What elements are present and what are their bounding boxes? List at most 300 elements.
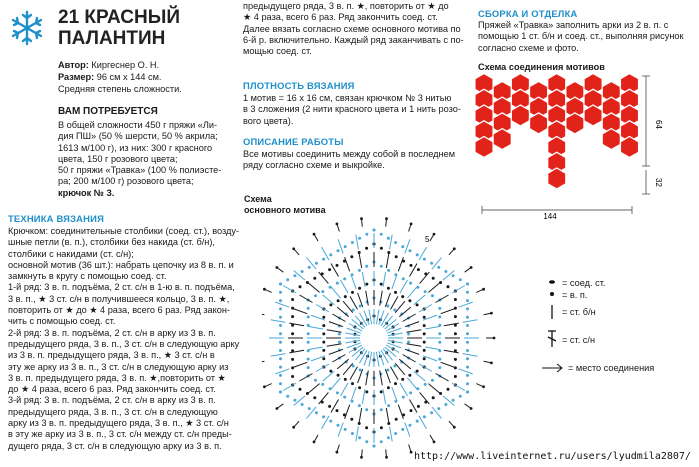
- join-point-symbol: [542, 364, 562, 372]
- dc-stitch: [341, 280, 349, 293]
- col2-line: ★ 4 раза, всего 6 раз. Ряд закончить соед. ст.: [243, 12, 438, 23]
- motif-hex: [493, 129, 511, 150]
- join-arrow-head: [263, 385, 266, 388]
- assembly-heading: СБОРКА И ОТДЕЛКА: [478, 8, 578, 19]
- dc-stitch: [329, 322, 343, 327]
- work-line: Все мотивы соединить между собой в последнем: [243, 149, 456, 159]
- chain-stitch: [380, 440, 383, 443]
- technique-line: эту же арку из 3 в. п., 3 ст. с/н в следующую арку из: [8, 361, 229, 372]
- dc-stitch: [383, 389, 386, 404]
- col2-top-block: [243, 1, 464, 57]
- dc-stitch: [329, 349, 343, 354]
- chain-stitch: [350, 255, 353, 258]
- chain-stitch: [293, 399, 296, 402]
- dc-stitch: [391, 296, 399, 309]
- chain-stitch: [416, 303, 419, 306]
- technique-line: 3-й ряд: 3 в. п. подъёма, 2 ст. с/н в арку из 3 в. п.: [8, 395, 216, 406]
- chain-stitch: [423, 357, 426, 360]
- dc-stitch: [395, 301, 405, 313]
- dc-stitch: [405, 349, 419, 354]
- chain-stitch: [393, 309, 396, 312]
- chain-stitch: [447, 388, 450, 391]
- chain-stitch: [293, 274, 296, 277]
- dc-stitch: [345, 405, 350, 419]
- dc-stitch: [414, 295, 426, 305]
- dc-stitch: [316, 305, 329, 313]
- chain-stitch: [351, 241, 354, 244]
- join-arrow-head: [470, 407, 473, 410]
- technique-block: [8, 226, 239, 452]
- legend-label: = в. п.: [562, 290, 588, 300]
- dc-stitch: [362, 389, 365, 404]
- chain-stitch: [279, 349, 282, 352]
- dc-stitch: [403, 355, 416, 363]
- width-label: 144: [543, 212, 557, 220]
- dc-stitch: [459, 369, 473, 374]
- dc-stitch: [463, 320, 478, 323]
- chain-symbol: [550, 292, 554, 296]
- technique-line: арку из 3 в. п. предыдущего ряда, 3 в. п., ★ 3 ст. с/н: [8, 418, 229, 429]
- join-arrow-head: [385, 217, 388, 220]
- join-arrow-head: [360, 217, 363, 220]
- chain-stitch: [358, 386, 361, 389]
- chain-stitch: [394, 241, 397, 244]
- chain-stitch: [337, 374, 340, 377]
- dc-stitch: [388, 340, 403, 343]
- chain-stitch: [279, 283, 282, 286]
- dc-stitch: [337, 359, 349, 369]
- chain-stitch: [387, 269, 390, 272]
- join-arrow-head: [313, 233, 316, 236]
- technique-line: в эту же арку из 3 в. п., 3 ст. с/н между ст. с/н преды-: [8, 429, 232, 440]
- dc-stitch: [386, 253, 389, 268]
- chain-stitch: [365, 247, 368, 250]
- motif-hex: [602, 129, 620, 150]
- chain-stitch: [365, 426, 368, 429]
- dc-stitch: [308, 347, 323, 350]
- chain-stitch: [358, 287, 361, 290]
- chain-stitch: [386, 369, 389, 372]
- motif-hex: [530, 113, 548, 134]
- dc-stitch: [283, 286, 296, 294]
- chain-stitch: [314, 379, 317, 382]
- chain-stitch: [279, 341, 282, 344]
- chain-stitch: [286, 278, 289, 281]
- dc-stitch: [356, 427, 359, 442]
- chain-stitch: [394, 432, 397, 435]
- technique-line: чить с помощью соед. ст.: [8, 316, 116, 327]
- side-label: 32: [654, 178, 663, 187]
- dc-stitch: [369, 352, 372, 367]
- chain-stitch: [291, 332, 294, 335]
- col2-line: 6-й р. включительно. Каждый ряд заканчивать с по-: [243, 34, 464, 45]
- col2-line: предыдущего ряда, 3 в. п. ★, повторить от ★ до: [243, 1, 449, 11]
- diagram-title: Схема основного мотива: [244, 194, 326, 215]
- chain-stitch: [322, 258, 325, 261]
- chain-stitch: [307, 315, 310, 318]
- chain-stitch: [291, 358, 294, 361]
- chain-stitch: [395, 255, 398, 258]
- dc-stitch: [383, 272, 386, 287]
- chain-stitch: [466, 291, 469, 294]
- chain-stitch: [291, 315, 294, 318]
- chain-stitch: [322, 332, 325, 335]
- dc-stitch: [332, 355, 345, 363]
- chain-stitch: [402, 277, 405, 280]
- chain-stitch: [279, 332, 282, 335]
- dc-stitch: [345, 340, 360, 343]
- assembly-block: [478, 20, 684, 54]
- chain-stitch: [416, 253, 419, 256]
- chain-stitch: [336, 391, 339, 394]
- dc-stitch: [343, 301, 353, 313]
- chain-stitch: [417, 405, 420, 408]
- motif-hex: [548, 168, 566, 189]
- chain-stitch: [344, 428, 347, 431]
- dc-stitch: [441, 309, 455, 314]
- chain-stitch: [466, 332, 469, 335]
- chain-stitch: [291, 298, 294, 301]
- chain-stitch: [452, 274, 455, 277]
- chain-stitch: [301, 270, 304, 273]
- work-block: [243, 149, 455, 172]
- chain-stitch: [466, 341, 469, 344]
- join-arrow-head: [276, 266, 279, 269]
- chain-stitch: [350, 418, 353, 421]
- chain-stitch: [444, 403, 447, 406]
- chain-stitch: [387, 287, 390, 290]
- dc-stitch: [362, 272, 365, 287]
- dc-stitch: [452, 383, 465, 391]
- dc-stitch: [293, 309, 307, 314]
- chain-stitch: [387, 404, 390, 407]
- chain-stitch: [423, 324, 426, 327]
- dc-stitch: [463, 354, 478, 357]
- work-line: ряду согласно схеме и выкройке.: [243, 160, 385, 171]
- chain-stitch: [329, 420, 332, 423]
- dc-stitch: [452, 286, 465, 294]
- chain-stitch: [402, 396, 405, 399]
- chain-stitch: [322, 341, 325, 344]
- join-arrow-head: [410, 451, 413, 454]
- chain-stitch: [308, 407, 311, 410]
- dc-stitch: [419, 364, 432, 372]
- dc-stitch: [331, 378, 341, 390]
- chain-stitch: [279, 299, 282, 302]
- dc-stitch: [308, 326, 323, 329]
- dc-stitch: [459, 302, 473, 307]
- dc-stitch: [441, 362, 455, 367]
- dc-stitch: [356, 235, 359, 250]
- chain-stitch: [322, 415, 325, 418]
- chain-stitch: [438, 358, 441, 361]
- chain-stitch: [380, 247, 383, 250]
- chain-stitch: [344, 295, 347, 298]
- chain-stitch: [432, 277, 435, 280]
- chain-stitch: [423, 332, 426, 335]
- chain-stitch: [365, 283, 368, 286]
- chain-stitch: [423, 341, 426, 344]
- chain-stitch: [313, 277, 316, 280]
- chain-stitch: [322, 357, 325, 360]
- technique-line: 3 в. п., ★ 3 ст. с/н в получившееся кольцо, 3 в. п. ★,: [8, 293, 230, 304]
- join-arrow-head: [263, 288, 266, 291]
- snowflake-icon: [9, 10, 45, 46]
- chain-stitch: [401, 428, 404, 431]
- density-line: вого цвета).: [243, 115, 294, 126]
- chain-stitch: [359, 369, 362, 372]
- chain-stitch: [351, 382, 354, 385]
- legend-label: = место соединения: [568, 363, 655, 373]
- chain-stitch: [410, 264, 413, 267]
- chain-stitch: [417, 268, 420, 271]
- dc-stitch: [407, 330, 422, 333]
- chain-stitch: [466, 324, 469, 327]
- density-line: 1 мотив = 16 х 16 см, связан крючком № 3 нитью: [243, 93, 452, 103]
- materials-line: дия ПШ» (50 % шерсти, 50 % акрила;: [58, 131, 218, 142]
- dc-stitch: [436, 374, 449, 382]
- chain-stitch: [291, 375, 294, 378]
- technique-line: дущего ряда, 3 ст. с/н в следующую арку из 3 в. п.: [8, 440, 222, 451]
- join-arrow-head: [336, 451, 339, 454]
- chain-stitch: [307, 332, 310, 335]
- chain-stitch: [279, 324, 282, 327]
- dc-stitch: [316, 364, 329, 372]
- motif-assembly-diagram: [470, 70, 699, 220]
- dc-stitch: [388, 333, 403, 336]
- dc-stitch: [300, 295, 313, 303]
- dc-stitch: [341, 383, 349, 396]
- join-arrow-head: [490, 362, 493, 365]
- density-line: в 3 сложения (2 нити красного цвета и 1 нить розо-: [243, 104, 461, 115]
- chain-stitch: [359, 305, 362, 308]
- dc-stitch: [383, 349, 393, 361]
- dc-stitch: [331, 287, 341, 299]
- dc-stitch: [407, 344, 422, 347]
- work-heading: ОПИСАНИЕ РАБОТЫ: [243, 136, 344, 147]
- dc-stitch: [355, 349, 365, 361]
- chain-stitch: [307, 307, 310, 310]
- chain-stitch: [279, 382, 282, 385]
- chain-stitch: [407, 333, 410, 336]
- author-line: Автор: Киргеснер О. Н.: [58, 60, 160, 70]
- chain-stitch: [410, 409, 413, 412]
- dc-stitch: [425, 347, 440, 350]
- dc-stitch: [399, 359, 411, 369]
- chain-stitch: [358, 237, 361, 240]
- motif-hex: [620, 137, 638, 158]
- chain-stitch: [343, 277, 346, 280]
- chain-stitch: [344, 378, 347, 381]
- chain-stitch: [279, 391, 282, 394]
- chain-stitch: [387, 237, 390, 240]
- dc-stitch: [337, 307, 349, 317]
- dc-stitch: [345, 333, 360, 336]
- join-arrow-head: [493, 337, 496, 340]
- chain-stitch: [336, 409, 339, 412]
- chain-stitch: [393, 365, 396, 368]
- chain-stitch: [466, 391, 469, 394]
- chain-stitch: [408, 299, 411, 302]
- chain-stitch: [466, 366, 469, 369]
- technique-line: 1-й ряд: 3 в. п. подъёма, 2 ст. с/н в 1-ю в. п. подъёма,: [8, 282, 235, 293]
- chain-stitch: [313, 396, 316, 399]
- page-title: [58, 8, 180, 50]
- chain-stitch: [279, 307, 282, 310]
- dc-stitch: [428, 283, 440, 293]
- dc-stitch: [392, 387, 397, 401]
- chain-stitch: [358, 404, 361, 407]
- col2-line: мощью соед. ст.: [243, 46, 312, 57]
- chain-stitch: [447, 285, 450, 288]
- technique-line: столбики с накидами (ст. с/н);: [8, 248, 134, 259]
- chain-stitch: [299, 388, 302, 391]
- technique-line: Крючком: соединительные столбики (соед. ст.), возду-: [8, 226, 240, 236]
- height-label: 64: [654, 120, 663, 129]
- dc-stitch: [350, 296, 358, 309]
- chain-stitch: [336, 264, 339, 267]
- chain-stitch: [286, 395, 289, 398]
- chain-stitch: [380, 265, 383, 268]
- dc-stitch: [400, 280, 408, 293]
- chain-stitch: [322, 349, 325, 352]
- dc-stitch: [308, 384, 320, 394]
- chain-stitch: [409, 249, 412, 252]
- materials-line: В общей сложности 450 г пряжи «Ли-: [58, 120, 218, 130]
- legend-label: = соед. ст.: [562, 278, 606, 288]
- dc-stitch: [332, 314, 345, 322]
- dc-stitch: [323, 295, 335, 305]
- technique-line: замкнуть в кругу с помощью соед. ст.: [8, 271, 167, 282]
- chain-stitch: [343, 396, 346, 399]
- chain-stitch: [279, 316, 282, 319]
- title-line2: ПАЛАНТИН: [58, 28, 166, 49]
- materials-heading: ВАМ ПОТРЕБУЕТСЯ: [58, 106, 158, 117]
- dc-stitch: [323, 371, 335, 381]
- chain-stitch: [407, 341, 410, 344]
- chain-stitch: [380, 233, 383, 236]
- dc-stitch: [376, 352, 379, 367]
- chain-stitch: [328, 405, 331, 408]
- chain-stitch: [454, 332, 457, 335]
- join-arrow-head: [410, 223, 413, 226]
- chain-stitch: [423, 349, 426, 352]
- chain-stitch: [315, 262, 318, 265]
- chain-stitch: [466, 307, 469, 310]
- dc-stitch: [355, 316, 365, 328]
- chain-stitch: [452, 399, 455, 402]
- difficulty-line: Средняя степень сложности.: [58, 84, 182, 94]
- chain-stitch: [454, 341, 457, 344]
- join-arrow-head: [313, 441, 316, 444]
- technique-line: 2-й ряд: 3 в. п. подъёма, 2 ст. с/н в арку из 3 в. п.: [8, 327, 216, 338]
- dc-stitch: [436, 295, 449, 303]
- chain-stitch: [401, 378, 404, 381]
- dc-stitch: [398, 257, 403, 271]
- chain-stitch: [338, 341, 341, 344]
- title-number: 21: [58, 7, 80, 28]
- join-arrow-head: [490, 312, 493, 315]
- dc-stitch: [308, 283, 320, 293]
- chain-stitch: [365, 440, 368, 443]
- chain-stitch: [454, 315, 457, 318]
- chain-stitch: [307, 341, 310, 344]
- chain-stitch: [352, 309, 355, 312]
- chain-stitch: [444, 270, 447, 273]
- join-arrow-head: [385, 456, 388, 459]
- chain-stitch: [308, 266, 311, 269]
- join-arrow-head: [292, 426, 295, 429]
- chain-stitch: [394, 382, 397, 385]
- chain-stitch: [307, 358, 310, 361]
- join-arrow-head: [292, 247, 295, 250]
- chain-stitch: [337, 424, 340, 427]
- chain-stitch: [466, 357, 469, 360]
- materials-line: 1613 м/100 г), из них: 300 г красного: [58, 142, 213, 153]
- chain-stitch: [373, 445, 376, 448]
- chain-stitch: [387, 386, 390, 389]
- chain-stitch: [438, 341, 441, 344]
- dc-stitch: [359, 408, 362, 423]
- dc-stitch: [327, 344, 342, 347]
- technique-line: 3 в. п. предыдущего ряда, 3 в. п. ★,повторить от ★: [8, 372, 226, 383]
- join-arrow-head: [433, 233, 436, 236]
- chain-stitch: [291, 341, 294, 344]
- chain-stitch: [432, 396, 435, 399]
- chain-stitch: [431, 379, 434, 382]
- chain-stitch: [299, 285, 302, 288]
- chain-stitch: [459, 395, 462, 398]
- chain-stitch: [430, 411, 433, 414]
- assembly-line: Пряжей «Травка» заполнить арки из 2 в. п. с: [478, 20, 669, 30]
- dc-stitch: [345, 257, 350, 271]
- dc-stitch: [419, 305, 432, 313]
- chain-stitch: [279, 374, 282, 377]
- dc-stitch: [414, 371, 426, 381]
- chain-stitch: [279, 357, 282, 360]
- density-block: [243, 93, 461, 127]
- chain-stitch: [437, 266, 440, 269]
- chain-stitch: [301, 403, 304, 406]
- motif-stitches: [262, 217, 495, 458]
- chain-stitch: [394, 291, 397, 294]
- chain-stitch: [322, 316, 325, 319]
- chain-stitch: [380, 408, 383, 411]
- join-arrow-head: [470, 266, 473, 269]
- chain-stitch: [466, 382, 469, 385]
- join-arrow-head: [453, 426, 456, 429]
- chain-stitch: [431, 294, 434, 297]
- technique-line: до ★ 4 раза, всего 6 раз. Ряд закончить соед. ст.: [8, 384, 216, 395]
- chain-stitch: [279, 291, 282, 294]
- materials-line: 50 г пряжи «Травка» (100 % полиэсте-: [58, 165, 222, 176]
- chain-stitch: [466, 374, 469, 377]
- dc-stitch: [351, 275, 356, 289]
- dc-stitch: [376, 309, 379, 324]
- join-arrow: [262, 361, 264, 363]
- chain-stitch: [321, 383, 324, 386]
- technique-line: повторить от ★ до ★ 4 раза, всего 6 раз. Ряд закон-: [8, 305, 231, 316]
- chain-stitch: [416, 370, 419, 373]
- join-arrow-head: [336, 223, 339, 226]
- dc-stitch: [398, 405, 403, 419]
- materials-line: ра; 200 м/100 г) розового цвета;: [58, 176, 194, 187]
- chain-stitch: [424, 290, 427, 293]
- chain-stitch: [466, 349, 469, 352]
- chain-stitch: [365, 233, 368, 236]
- chain-stitch: [466, 283, 469, 286]
- hex-grid: [475, 74, 639, 190]
